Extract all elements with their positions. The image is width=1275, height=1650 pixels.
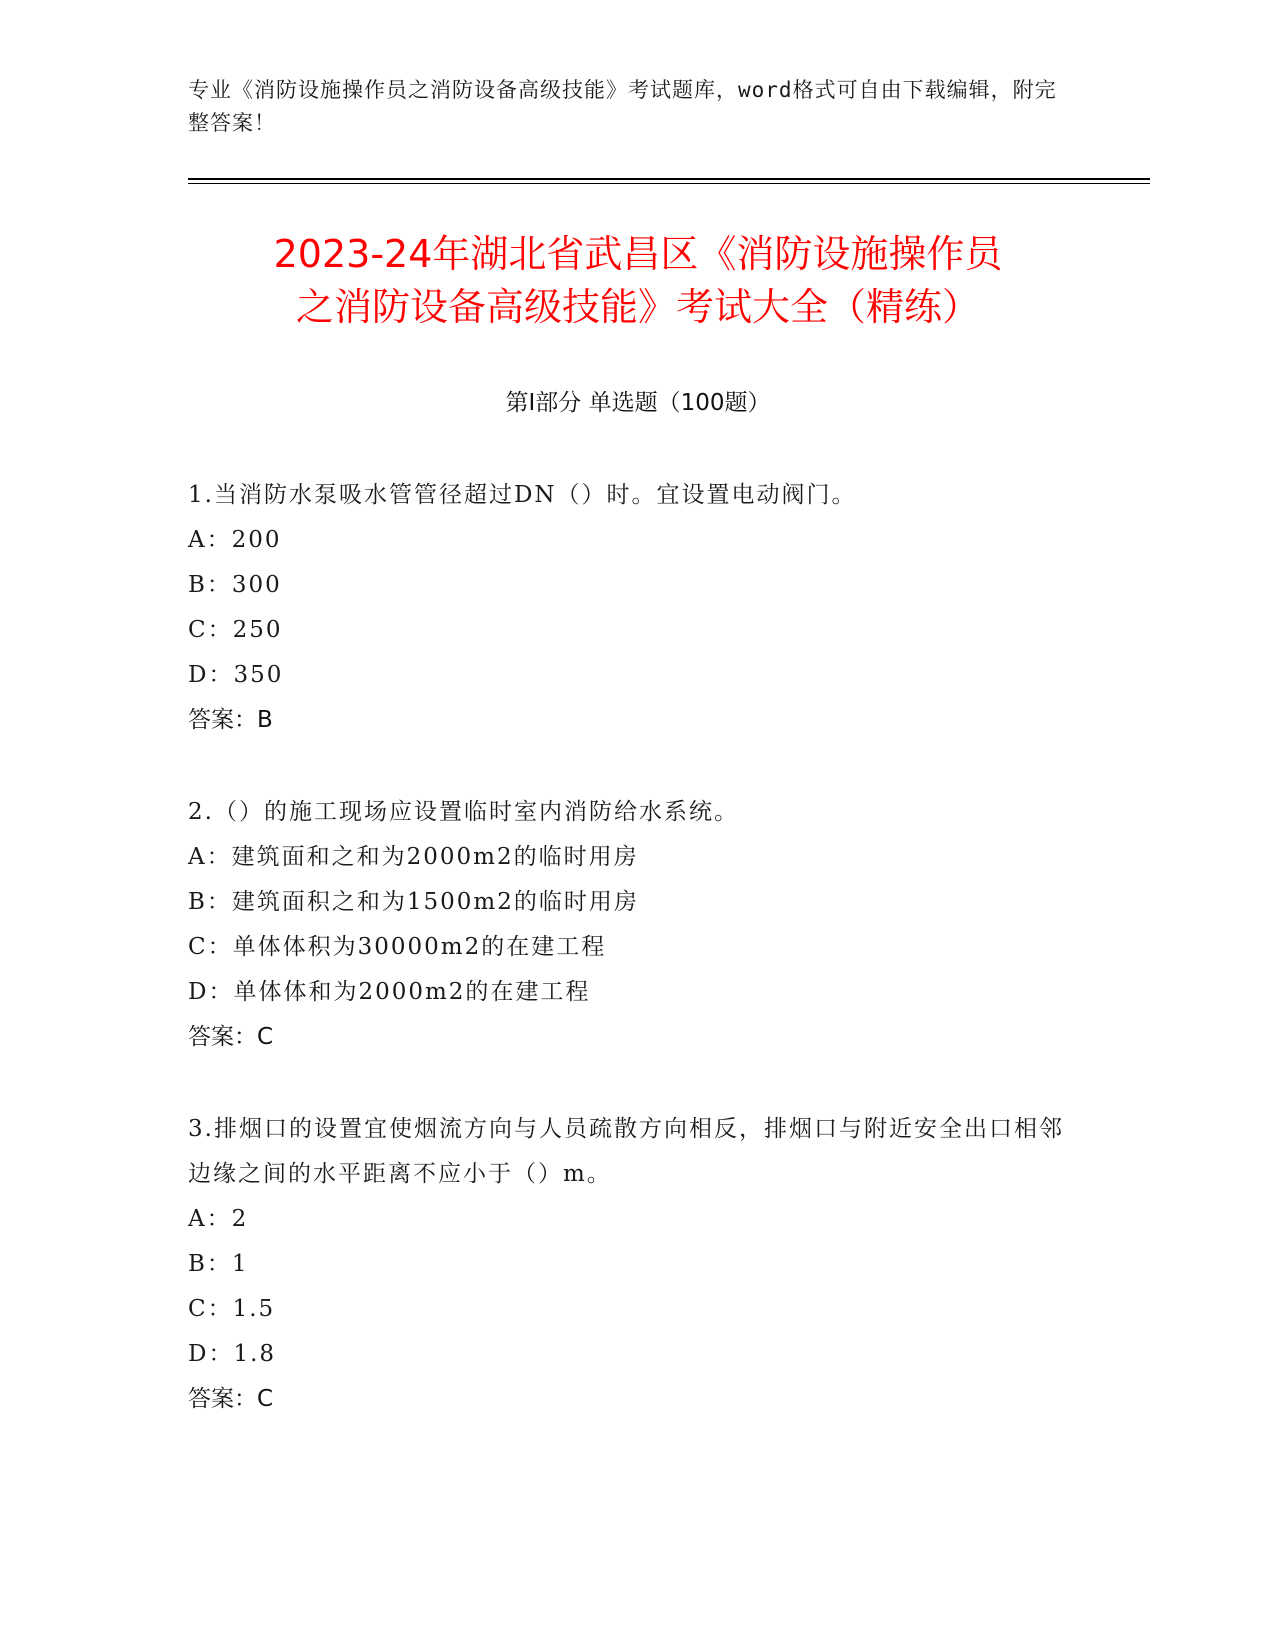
section-heading: 第Ⅰ部分 单选题（100题） [505,390,771,416]
header-divider-thick [188,178,1150,180]
answer: 答案：C [188,1024,274,1050]
header-divider-thin [188,183,1150,184]
question-2 [188,790,1068,1060]
option-b: B：300 [188,572,282,598]
answer: 答案：B [188,707,273,733]
document-title-line-2: 之消防设备高级技能》考试大全（精练） [295,285,980,329]
option-b: B：1 [188,1251,249,1277]
option-d: D：1.8 [188,1341,277,1367]
option-a: A：建筑面和之和为2000m2的临时用房 [188,844,639,870]
question-stem: 1.当消防水泵吸水管管径超过DN（）时。宜设置电动阀门。 [188,482,857,508]
option-d: D：350 [188,662,284,688]
option-c: C：1.5 [188,1296,276,1322]
option-c: C：单体体积为30000m2的在建工程 [188,934,607,960]
option-d: D：单体体和为2000m2的在建工程 [188,979,591,1005]
document-title-line-1: 2023-24年湖北省武昌区《消防设施操作员 [273,232,1003,276]
option-a: A：2 [188,1206,249,1232]
option-a: A：200 [188,527,282,553]
question-stem: 3.排烟口的设置宜使烟流方向与人员疏散方向相反，排烟口与附近安全出口相邻边缘之间的水平距离不应小于（）m。 [188,1116,1064,1187]
question-1 [188,473,1068,743]
option-b: B：建筑面积之和为1500m2的临时用房 [188,889,639,915]
option-c: C：250 [188,617,283,643]
header-note: 专业《消防设施操作员之消防设备高级技能》考试题库，word格式可自由下载编辑，附完整答案！ [188,78,1057,135]
answer: 答案：C [188,1386,274,1412]
document-title [188,228,1088,334]
question-stem: 2.（）的施工现场应设置临时室内消防给水系统。 [188,799,739,825]
question-3 [188,1107,1068,1422]
